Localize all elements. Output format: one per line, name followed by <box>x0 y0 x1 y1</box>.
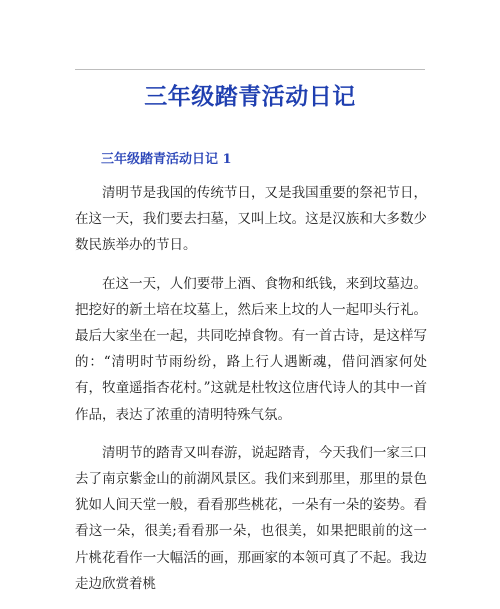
header-divider <box>75 69 425 70</box>
document-title: 三年级踏青活动日记 <box>144 84 356 110</box>
section-heading: 三年级踏青活动日记 1 <box>101 152 232 167</box>
paragraph-1: 清明节是我国的传统节日，又是我国重要的祭祀节日，在这一天，我们要去扫墓，又叫上坟。这是汉族和大多数少数民族举办的节日。 <box>75 185 427 254</box>
article-body <box>75 180 427 609</box>
paragraph-2: 在这一天，人们要带上酒、食物和纸钱，来到坟墓边。把挖好的新土培在坟墓上，然后来上坟的人一起叩头行礼。最后大家坐在一起，共同吃掉食物。有一首古诗，是这样写的：“清明时节雨纷纷，路上行人遇断魂，借问酒家何处有，牧童遥指杏花村。”这就是杜牧这位唐代诗人的其中一首作品，表达了浓重的清明特殊气氛。 <box>75 275 427 423</box>
paragraph-3: 清明节的踏青又叫春游，说起踏青，今天我们一家三口去了南京紫金山的前湖风景区。我们来到那里，那里的景色犹如人间天堂一般，看看那些桃花，一朵有一朵的姿势。看看这一朵，很美;看看那一朵，也很美，如果把眼前的这一片桃花看作一大幅活的画，那画家的本领可真了不起。我边走边欣赏着桃 <box>75 444 427 592</box>
